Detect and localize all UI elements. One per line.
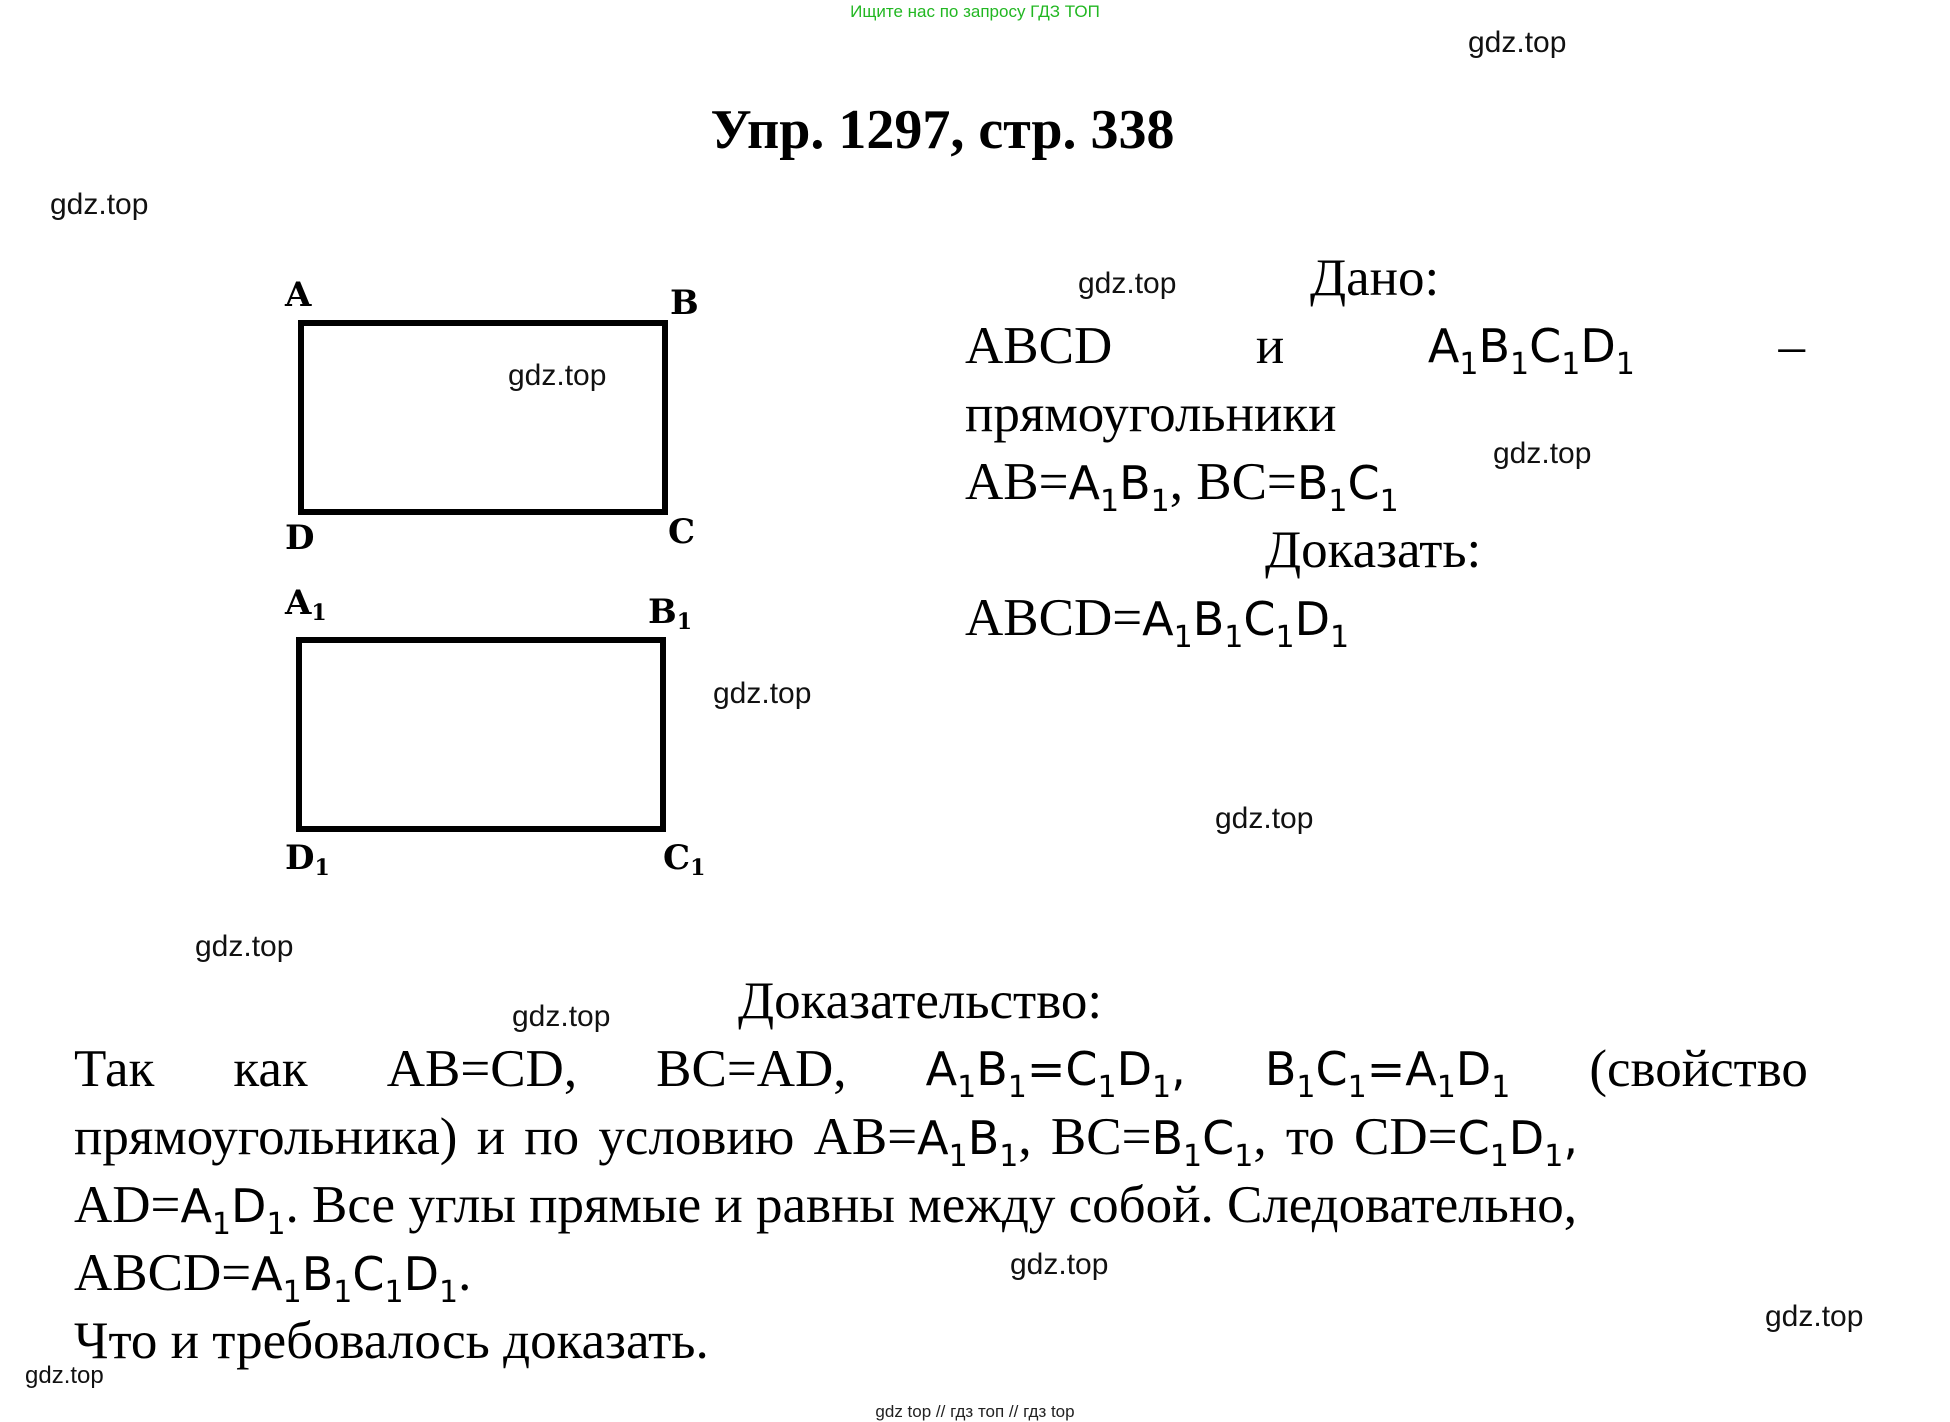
- watermark: gdz.top: [508, 359, 607, 392]
- watermark: gdz.top: [512, 1000, 611, 1033]
- rectangle-abcd: [298, 320, 668, 515]
- watermark: gdz.top: [50, 188, 149, 221]
- vertex-label-a: A: [285, 275, 312, 315]
- proof-line-4: $ABCD=A_1B_1C_1D_1$.: [74, 1244, 472, 1310]
- vertex-label-c: C: [668, 512, 696, 552]
- proof-line-2: прямоугольника) и по условию $AB=A_1B_1$, $BC=B_1C_1$, то $CD=C_1D_1$,: [74, 1108, 1578, 1174]
- vertex-label-d: D: [285, 518, 315, 558]
- footer-text: gdz top // гдз топ // гдз top: [875, 1402, 1075, 1421]
- watermark: gdz.top: [1010, 1248, 1109, 1281]
- given-figure-a1b1c1d1: $A_1B_1C_1D_1$: [1427, 319, 1635, 382]
- watermark: gdz.top: [1468, 26, 1567, 59]
- watermark: gdz.top: [1078, 267, 1177, 300]
- watermark: gdz.top: [195, 930, 294, 963]
- given-and: и: [1255, 317, 1285, 375]
- watermark: gdz.top: [713, 677, 812, 710]
- vertex-label-b1: $B_1$: [648, 592, 693, 635]
- given-line-3: $AB=A_1B_1$, $BC=B_1C_1$: [965, 453, 1399, 519]
- watermark: gdz.top: [1215, 802, 1314, 835]
- watermark: gdz.top: [1493, 437, 1592, 470]
- watermark: gdz.top: [25, 1362, 104, 1389]
- prove-heading: Доказать:: [1265, 521, 1482, 579]
- given-heading: Дано:: [1310, 249, 1440, 307]
- given-line-2: прямоугольники: [965, 385, 1337, 443]
- proof-line-3: $AD=A_1D_1$. Все углы прямые и равны между собой. Следовательно,: [74, 1176, 1577, 1242]
- vertex-label-c1: $C_1$: [663, 838, 706, 881]
- given-figure-abcd: ABCD: [965, 317, 1113, 375]
- proof-conclusion: Что и требовалось доказать.: [74, 1312, 709, 1370]
- proof-line-1: Так как AB=CD, BC=AD, $A_1B_1=C_1D_1$, $B_1C_1=A_1D_1$ (свойство: [74, 1040, 1808, 1105]
- prove-line: $ABCD=A_1B_1C_1D_1$: [965, 589, 1350, 655]
- promo-text: Ищите нас по запросу ГДЗ ТОП: [850, 2, 1100, 21]
- watermark: gdz.top: [1765, 1300, 1864, 1333]
- vertex-label-a1: $A_1$: [285, 583, 327, 626]
- vertex-label-b: B: [670, 283, 699, 323]
- page-title: Упр. 1297, стр. 338: [710, 99, 1175, 161]
- rectangle-a1b1c1d1: [296, 637, 666, 832]
- vertex-label-d1: $D_1$: [285, 838, 330, 881]
- proof-heading: Доказательство:: [738, 972, 1103, 1030]
- given-dash: –: [1778, 317, 1805, 375]
